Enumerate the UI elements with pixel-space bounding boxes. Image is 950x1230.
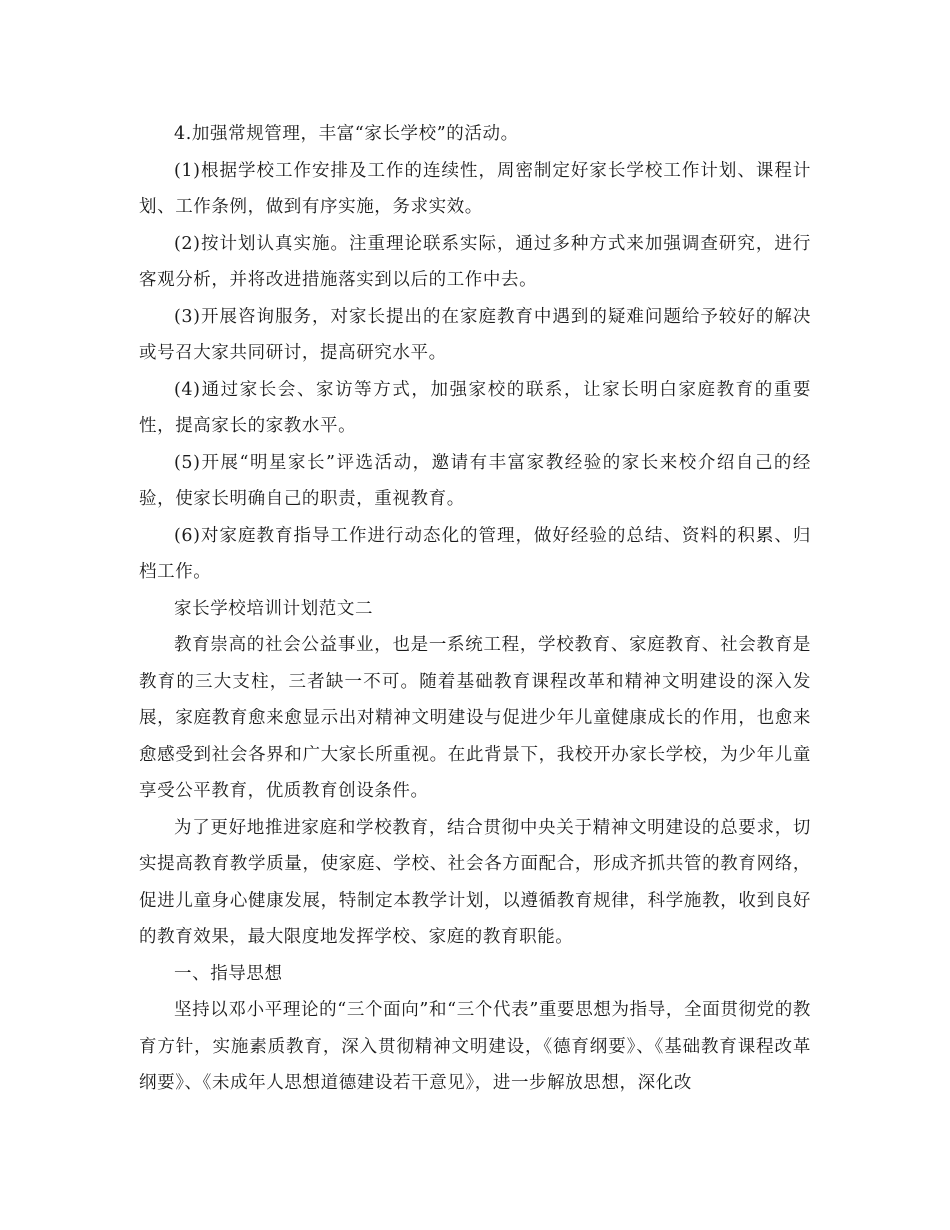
paragraph-guiding-ideology: 坚持以邓小平理论的“三个面向”和“三个代表”重要思想为指导，全面贯彻党的教育方针，实施素质教育，深入贯彻精神文明建设，《德育纲要》、《基础教育课程改革纲要》、《未成年人思想道德建设若干意见》，进一步解放思想，深化改 — [139, 1000, 811, 1093]
heading-guiding-ideology: 一、指导思想 — [174, 963, 283, 984]
paragraph-item-5: (5)开展“明星家长”评选活动，邀请有丰富家教经验的家长来校介绍自己的经验，使家长明确自己的职责，重视教育。 — [139, 452, 811, 509]
paragraph-item-4: (4)通过家长会、家访等方式，加强家校的联系，让家长明白家庭教育的重要性，提高家长的家教水平。 — [139, 379, 811, 436]
paragraph-purpose: 为了更好地推进家庭和学校教育，结合贯彻中央关于精神文明建设的总要求，切实提高教育教学质量，使家庭、学校、社会各方面配合，形成齐抓共管的教育网络，促进儿童身心健康发展，特制定本教学计划，以遵循教育规律，科学施教，收到良好的教育效果，最大限度地发挥学校、家庭的教育职能。 — [139, 817, 811, 947]
paragraph-item-2: (2)按计划认真实施。注重理论联系实际，通过多种方式来加强调查研究，进行客观分析，并将改进措施落实到以后的工作中去。 — [139, 233, 811, 290]
paragraph-item-6: (6)对家庭教育指导工作进行动态化的管理，做好经验的总结、资料的积累、归档工作。 — [139, 525, 811, 582]
document-body — [139, 116, 811, 1102]
paragraph-item-3: (3)开展咨询服务，对家长提出的在家庭教育中遇到的疑难问题给予较好的解决或号召大家共同研讨，提高研究水平。 — [139, 306, 811, 363]
paragraph-item-1: (1)根据学校工作安排及工作的连续性，周密制定好家长学校工作计划、课程计划、工作条例，做到有序实施，务求实效。 — [139, 160, 811, 217]
paragraph-intro: 教育崇高的社会公益事业，也是一系统工程，学校教育、家庭教育、社会教育是教育的三大支柱，三者缺一不可。随着基础教育课程改革和精神文明建设的深入发展，家庭教育愈来愈显示出对精神文明建设与促进少年儿童健康成长的作用，也愈来愈感受到社会各界和广大家长所重视。在此背景下，我校开办家长学校，为少年儿童享受公平教育，优质教育创设条件。 — [139, 635, 811, 801]
section-title-sample-two: 家长学校培训计划范文二 — [174, 598, 374, 619]
paragraph-section-4-heading: 4.加强常规管理，丰富“家长学校”的活动。 — [174, 124, 519, 144]
